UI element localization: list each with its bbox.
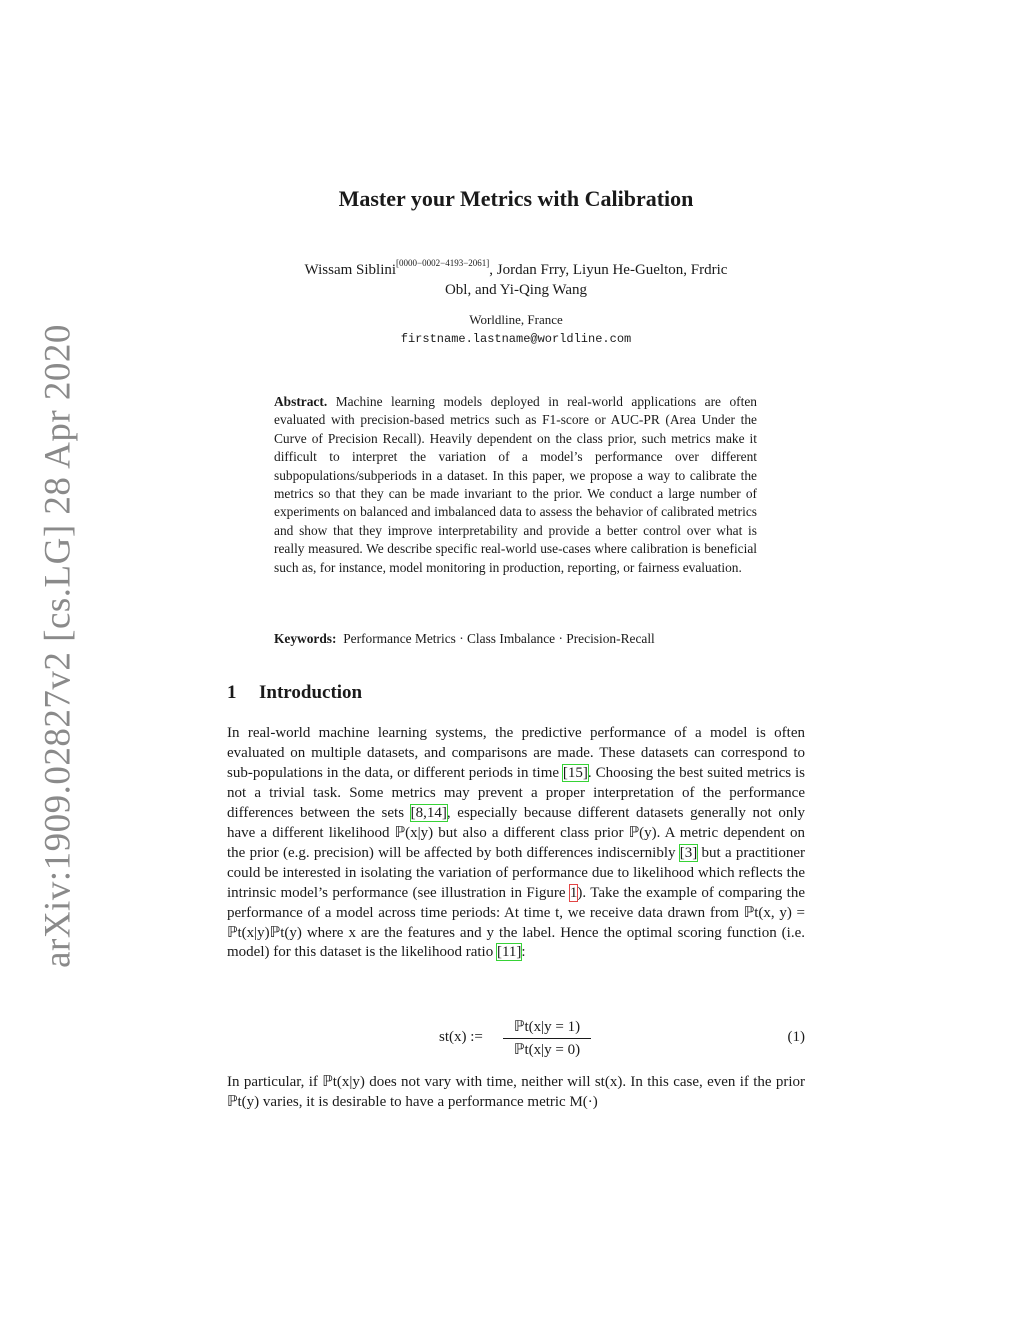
equation-number: (1) — [787, 1029, 805, 1045]
citation-15[interactable]: [15] — [562, 764, 588, 781]
author-line-2: Obl, and Yi-Qing Wang — [444, 282, 588, 298]
abstract-label: Abstract. — [274, 394, 328, 409]
section-number: 1 — [227, 682, 237, 703]
section-title: Introduction — [259, 682, 363, 703]
section-heading — [227, 682, 362, 704]
author-first: Wissam Siblini — [304, 262, 397, 278]
keywords-label: Keywords: — [274, 631, 337, 646]
equation-1 — [227, 1017, 805, 1061]
equation-lhs: st(x) := — [439, 1029, 483, 1045]
fraction-bar — [503, 1038, 591, 1039]
after-equation-paragraph: In particular, if ℙt(x|y) does not vary with time, neither will st(x). In this case, even if the prior ℙt(y) varies, it is desirable to have a performance metric M(·) — [227, 1074, 805, 1110]
paper-title: Master your Metrics with Calibration — [338, 186, 694, 211]
abstract-text: Machine learning models deployed in real-world applications are often evaluated with precision-based metrics such as F1-score or AUC-PR (Area Under the Curve of Precision Recall). Heavily dependent on the class prior, such metrics make it difficult to interpret the variation of a model’s performance over different subpopulations/subperiods in a dataset. In this paper, we propose a way to calibrate the metrics so that they can be made invariant to the prior. We conduct a large number of experiments on balanced and imbalanced data to assess the behavior of calibrated metrics and show that they improve interpretability and provide a better control over what is really measured. We describe specific real-world use-cases where calibration is beneficial such as, for instance, model monitoring in production, reporting, or fairness evaluation. — [274, 394, 757, 575]
equation-fraction — [503, 1017, 591, 1060]
figure-1-link[interactable]: 1 — [569, 884, 578, 901]
intro-paragraph — [227, 724, 805, 963]
equation-numerator: ℙt(x|y = 1) — [513, 1019, 581, 1035]
keywords-text: Performance Metrics · Class Imbalance · Precision-Recall — [343, 631, 655, 646]
abstract — [274, 393, 757, 577]
keywords — [274, 631, 774, 647]
author-list — [227, 253, 805, 300]
orcid-id[interactable]: [0000−0002−4193−2061] — [396, 258, 490, 268]
citation-3[interactable]: [3] — [679, 844, 698, 861]
affiliation-org: Worldline, France — [469, 312, 563, 327]
intro-text-4: but a practitioner could be interested in isolating the variation of performance due to likelihood which reflects the intrinsic model’s performance (see illustration in Figure — [227, 844, 805, 901]
affiliation — [227, 311, 805, 348]
intro-text-1: In real-world machine learning systems, the predictive performance of a model is often evaluated on multiple datasets, and comparisons are made. These datasets can correspond to sub-populations in the data, or different periods in time — [227, 725, 805, 781]
equation-denominator: ℙt(x|y = 0) — [513, 1042, 581, 1058]
intro-text-2: . Choosing the best suited metrics is not a trivial task. Some metrics may prevent a proper interpretation of the performance differences between the sets — [227, 764, 805, 821]
affiliation-email[interactable]: firstname.lastname@worldline.com — [400, 332, 632, 346]
citation-11[interactable]: [11] — [496, 944, 522, 961]
arxiv-stamp: arXiv:1909.02827v2 [cs.LG] 28 Apr 2020 — [37, 324, 79, 968]
author-rest: , Jordan Frry, Liyun He-Guelton, Frdric — [489, 262, 728, 278]
intro-text-5: ). Take the example of comparing the performance of a model across time periods: At time t, we receive data drawn from ℙt(x, y) = ℙt(x|y)ℙt(y) where x are the features and y the label. Hence the optimal scoring function (i.e. model) for this dataset is the likelihood ratio — [227, 884, 805, 961]
intro-text-3: , especially because different datasets generally not only have a different likelihood ℙ(x|y) but also a different class prior ℙ(y). A metric dependent on the prior (e.g. precision) will be affected by both differences indiscernibly — [227, 804, 805, 861]
intro-text-6: : — [521, 944, 526, 961]
citation-8-14[interactable]: [8,14] — [410, 804, 447, 821]
